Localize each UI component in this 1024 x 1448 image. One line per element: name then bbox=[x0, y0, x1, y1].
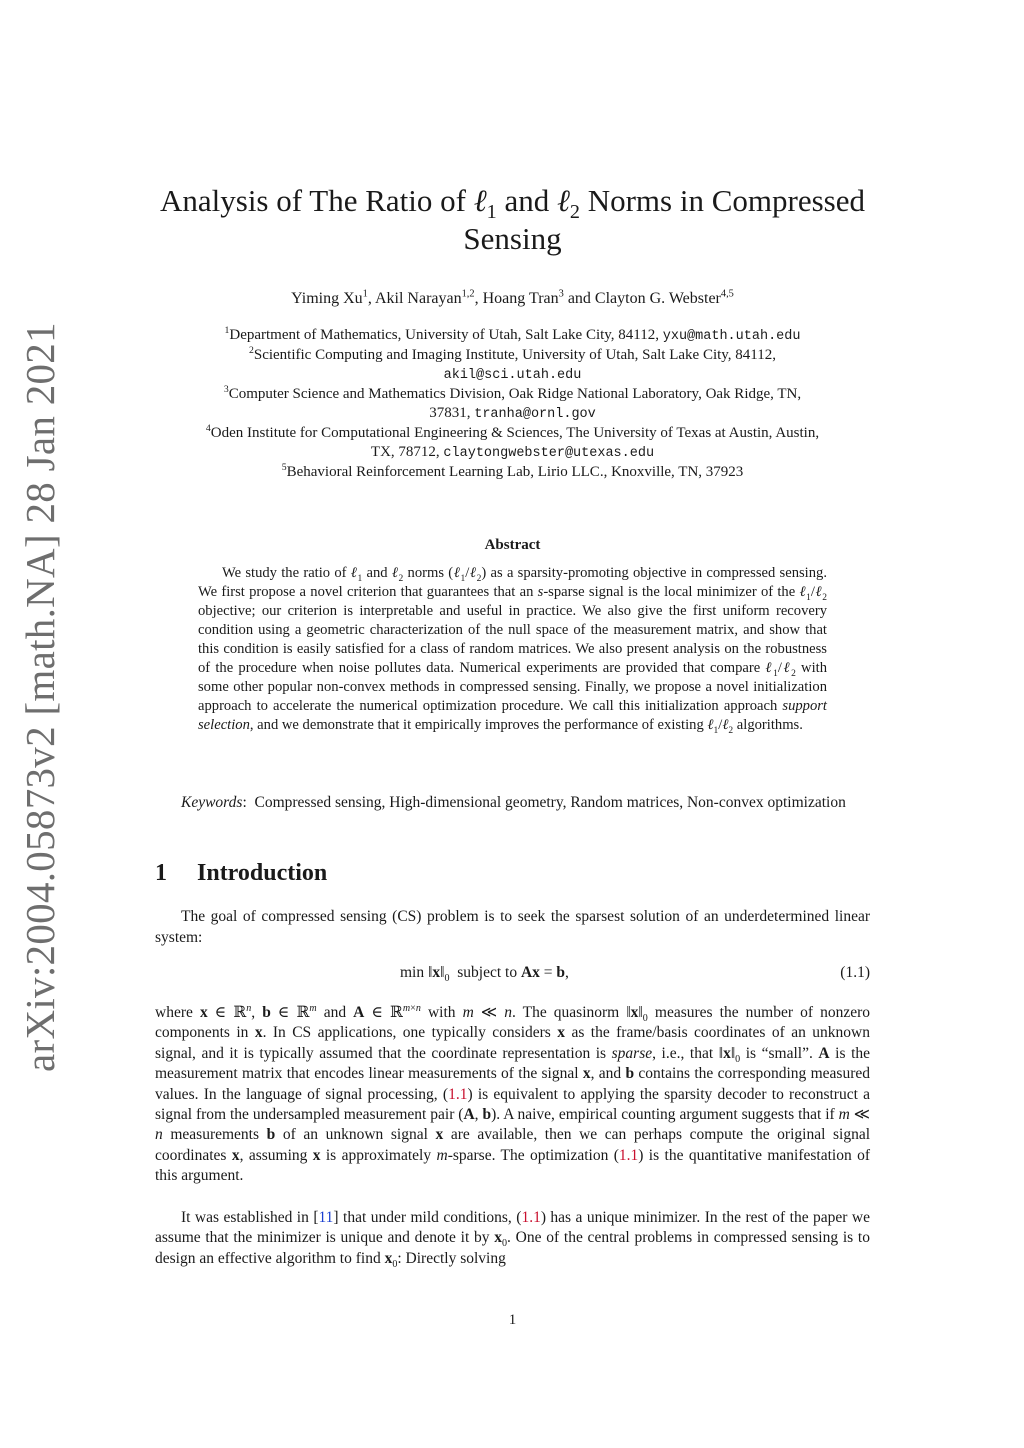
abstract-heading: Abstract bbox=[484, 537, 541, 553]
equation-label: (1.1) bbox=[840, 964, 870, 981]
section-heading bbox=[155, 860, 327, 887]
keywords: Keywords: Compressed sensing, High-dimensional geometry, Random matrices, Non-convex optimization bbox=[181, 794, 846, 811]
title-line-2: Sensing bbox=[463, 221, 562, 256]
email-link[interactable]: yxu@math.utah.edu bbox=[662, 329, 801, 344]
arxiv-identifier-stamp: arXiv:2004.05873v2 [math.NA] 28 Jan 2021 bbox=[17, 322, 63, 1072]
section-title: Introduction bbox=[197, 860, 328, 886]
equation-body: $\min ‖x‖_0$ subject to Ax = b, bbox=[400, 964, 569, 985]
intro-paragraph-3: It was established in [11] that under mild conditions, (1.1) has a unique minimizer. In the rest of the paper we assume that the minimizer is unique and denote it by $x_0$. One of the central problems in compressed sensing is to design an effective algorithm to find $x_0$: Directly solving bbox=[155, 1209, 870, 1270]
affiliation-list bbox=[155, 326, 870, 482]
keywords-label: Keywords bbox=[181, 794, 243, 811]
abstract-body: We study the ratio of ℓ$_1$ and ℓ$_2$ norms (ℓ$_1$/ℓ$_2$) as a sparsity-promoting objective in compressed sensing. We first propose a novel criterion that guarantees that an s-sparse signal is the local minimizer of the ℓ$_1$/ℓ$_2$ objective; our criterion is interpretable and useful in practice. We also give the first uniform recovery condition using a geometric characterization of the null space of the measurement matrix, and show that this condition is easily satisfied for a class of random matrices. We also present analysis on the robustness of the procedure when noise pollutes data. Numerical experiments are provided that compare ℓ$_1$/ℓ$_2$ with some other popular non-convex methods in compressed sensing. Finally, we propose a novel initialization approach to accelerate the numerical optimization procedure. We call this initialization approach support selection, and we demonstrate that it empirically improves the performance of existing ℓ$_1$/ℓ$_2$ algorithms. bbox=[198, 565, 828, 736]
author-list: Yiming Xu$^1$, Akil Narayan$^{1,2}$, Hoang Tran$^3$ and Clayton G. Webster$^{4,5}$ bbox=[291, 288, 734, 307]
equation-1-1 bbox=[155, 964, 870, 986]
paper-title bbox=[155, 182, 870, 258]
equation-ref-link[interactable]: 1.1 bbox=[521, 1209, 541, 1226]
affiliation-3: $^3$Computer Science and Mathematics Division, Oak Ridge National Laboratory, Oak Ridge, TN, 37831, tranha@ornl.gov bbox=[223, 384, 802, 422]
intro-paragraph-2: where x ∈ ℝ$^n$, b ∈ ℝ$^m$ and A ∈ ℝ$^{m\times n}$ with m ≪ n. The quasinorm $‖x‖_0$ measures the number of nonzero components in x. In CS applications, one typically considers x as the frame/basis coordinates of an unknown signal, and it is typically assumed that the coordinate representation is sparse, i.e., that $‖x‖_0$ is “small”. A is the measurement matrix that encodes linear measurements of the signal x, and b contains the corresponding measured values. In the language of signal processing, (1.1) is equivalent to applying the sparsity decoder to reconstruct a signal from the undersampled measurement pair (A, b). A naive, empirical counting argument suggests that if m ≪ n measurements b of an unknown signal x are available, then we can perhaps compute the original signal coordinates x, assuming x is approximately m-sparse. The optimization (1.1) is the quantitative manifestation of this argument. bbox=[155, 1002, 871, 1185]
intro-paragraph-1: The goal of compressed sensing (CS) problem is to seek the sparsest solution of an underdetermined linear system: bbox=[155, 908, 870, 946]
keywords-text: Compressed sensing, High-dimensional geometry, Random matrices, Non-convex optimization bbox=[254, 794, 846, 811]
affiliation-2: $^2$Scientific Computing and Imaging Institute, University of Utah, Salt Lake City, 84112, akil@sci.utah.edu bbox=[248, 345, 777, 383]
equation-ref-link[interactable]: 1.1 bbox=[448, 1085, 468, 1103]
email-link[interactable]: claytongwebster@utexas.edu bbox=[443, 446, 655, 461]
citation-link[interactable]: 11 bbox=[318, 1209, 334, 1226]
title-line-1: Analysis of The Ratio of ℓ$_1$ and ℓ$_2$ Norms in Compressed bbox=[160, 183, 865, 224]
section-number: 1 bbox=[155, 860, 167, 886]
equation-ref-link[interactable]: 1.1 bbox=[618, 1146, 639, 1164]
email-link[interactable]: akil@sci.utah.edu bbox=[443, 368, 582, 383]
affiliation-4: $^4$Oden Institute for Computational Engineering & Sciences, The University of Texas at Austin, Austin, TX, 78712, claytongwebster@utexas.edu bbox=[205, 423, 820, 461]
affiliation-1: $^1$Department of Mathematics, University of Utah, Salt Lake City, 84112, yxu@math.utah.edu bbox=[224, 325, 801, 344]
email-link[interactable]: tranha@ornl.gov bbox=[474, 407, 596, 422]
page-number: 1 bbox=[508, 1312, 517, 1328]
affiliation-5: $^5$Behavioral Reinforcement Learning Lab, Lirio LLC., Knoxville, TN, 37923 bbox=[281, 462, 744, 480]
